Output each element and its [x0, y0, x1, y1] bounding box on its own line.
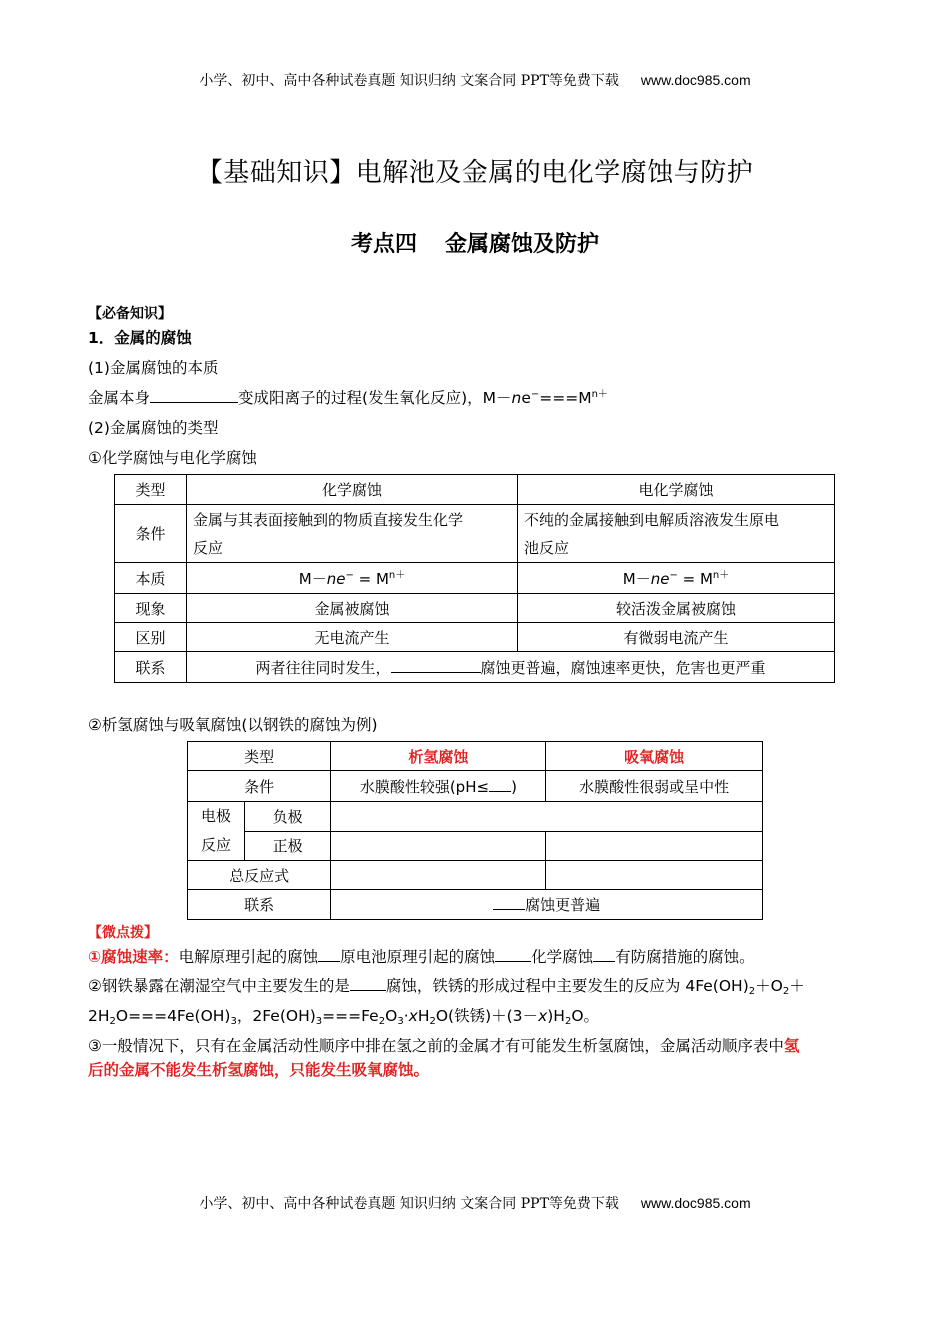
cell-cond-chem	[187, 505, 518, 563]
header-cell: 电化学腐蚀	[518, 475, 835, 505]
cond-h2-suffix: )	[511, 777, 517, 796]
row-label-difference: 区别	[115, 623, 187, 652]
tip3-a: 2H	[88, 1007, 110, 1025]
cell-line: 不纯的金属接触到电解质溶液发生原电	[524, 510, 780, 529]
row-label-condition: 条件	[188, 771, 331, 802]
cell-total-o2[interactable]	[546, 861, 763, 890]
eq-rhs: = M	[677, 569, 713, 588]
tip1-b: 原电池原理引起的腐蚀	[340, 948, 496, 966]
eq-charge: n＋	[712, 569, 730, 581]
cond-h2-prefix: 水膜酸性较强(pH≤	[359, 777, 490, 796]
tip3-h: O(铁锈)＋(3－	[435, 1007, 539, 1025]
cell-cond-o2: 水膜酸性很弱或呈中性	[546, 771, 763, 802]
cell-link	[187, 652, 835, 683]
tip1-label: ①腐蚀速率：	[88, 948, 179, 966]
cell-diff-chem: 无电流产生	[187, 623, 518, 652]
table-chem-vs-elec	[114, 474, 835, 683]
electrode-label-2: 反应	[200, 836, 231, 854]
page-footer	[0, 1193, 950, 1213]
link-blank[interactable]	[391, 658, 481, 673]
tip4-b: 氢	[783, 1037, 800, 1055]
tip2-c: ＋O	[755, 977, 783, 995]
must-know-label: 【必备知识】	[88, 306, 172, 322]
row-label-condition: 条件	[115, 505, 187, 563]
table-row	[115, 505, 835, 563]
page-subtitle	[0, 227, 950, 258]
table-row	[188, 890, 763, 920]
tip1-c: 化学腐蚀	[531, 948, 594, 966]
header-cell: 类型	[115, 475, 187, 505]
sub: 3	[230, 1016, 237, 1027]
tip2-b: 腐蚀，铁锈的形成过程中主要发生的反应为 4Fe(OH)	[385, 977, 749, 995]
table-row	[115, 652, 835, 683]
sub: 3	[315, 1016, 323, 1027]
heading-metal-corrosion: 1．金属的腐蚀	[88, 329, 192, 347]
eq-rhs: = M	[353, 569, 389, 588]
row-label-essence: 本质	[115, 563, 187, 594]
essence-minus: −	[530, 389, 540, 400]
para-h2-vs-o2: ②析氢腐蚀与吸氧腐蚀(以钢铁的腐蚀为例)	[88, 716, 378, 734]
row-label-link: 联系	[115, 652, 187, 683]
link-suffix: 腐蚀更普遍，腐蚀速率更快，危害也更严重	[480, 658, 766, 677]
row-label-phenomenon: 现象	[115, 594, 187, 623]
eq-m: M－	[298, 569, 327, 588]
ph-blank[interactable]	[489, 777, 511, 792]
tip3-x: x	[408, 1007, 418, 1025]
sub: 2	[748, 986, 756, 997]
tips-label: 【微点拨】	[88, 925, 158, 941]
cell-phen-chem: 金属被腐蚀	[187, 594, 518, 623]
link2-suffix: 腐蚀更普遍	[525, 896, 601, 914]
tip1-blank2[interactable]	[495, 947, 531, 962]
para-essence-title: (1)金属腐蚀的本质	[88, 359, 219, 377]
cell-pos-h2[interactable]	[331, 831, 546, 861]
eq-m: M－	[622, 569, 651, 588]
essence-blank[interactable]	[150, 388, 238, 403]
header-h2: 析氢腐蚀	[331, 742, 546, 771]
row-label-negative: 负极	[245, 802, 331, 832]
tip1-blank3[interactable]	[593, 947, 615, 962]
tip3-f: ·	[403, 1007, 409, 1025]
page-title: 【基础知识】电解池及金属的电化学腐蚀与防护	[196, 158, 754, 188]
table-row	[188, 861, 763, 890]
sub: 2	[564, 1016, 572, 1027]
table-row	[188, 742, 763, 771]
link2-blank[interactable]	[493, 895, 525, 910]
eq-n: n	[326, 569, 337, 588]
tip3-i: )H	[547, 1007, 565, 1025]
tip1-blank1[interactable]	[318, 947, 340, 962]
essence-eq: ===M	[539, 389, 592, 407]
sub: 3	[397, 1016, 404, 1027]
tip3-d: ===Fe	[322, 1007, 379, 1025]
tip-3-cont: 后的金属不能发生析氢腐蚀，只能发生吸氧腐蚀。	[88, 1061, 430, 1079]
sub: 2	[109, 1016, 116, 1027]
tip3-x2: x	[538, 1007, 548, 1025]
table-row	[188, 771, 763, 802]
table-row	[188, 802, 763, 832]
cell-essence-chem	[187, 563, 518, 594]
cell-cond-elec	[518, 505, 835, 563]
tip3-c: ，2Fe(OH)	[236, 1007, 316, 1025]
essence-prefix: 金属本身	[88, 389, 151, 407]
cell-line: 池反应	[524, 538, 570, 557]
row-label-total: 总反应式	[188, 861, 331, 890]
tip4-a: ③一般情况下，只有在金属活动性顺序中排在氢之前的金属才有可能发生析氢腐蚀，金属活动顺序表中	[88, 1037, 784, 1055]
tip2-d: ＋	[789, 977, 805, 995]
link-prefix: 两者往往同时发生，	[255, 658, 391, 677]
cell-cond-h2	[331, 771, 546, 802]
subtitle-part2: 金属腐蚀及防护	[445, 232, 600, 257]
cell-neg-answer[interactable]	[331, 802, 763, 832]
table-row	[115, 594, 835, 623]
para-essence	[88, 386, 608, 408]
table-h2-vs-o2	[187, 741, 763, 920]
page-header	[0, 70, 950, 90]
tip2-a: ②钢铁暴露在潮湿空气中主要发生的是	[88, 977, 350, 995]
table-row	[115, 623, 835, 652]
sub: 2	[378, 1016, 386, 1027]
sub: 2	[782, 986, 790, 997]
para-types: (2)金属腐蚀的类型	[88, 419, 219, 437]
header-text: 小学、初中、高中各种试卷真题 知识归纳 文案合同 PPT等免费下载	[199, 73, 619, 89]
header-o2: 吸氧腐蚀	[546, 742, 763, 771]
header-cell: 化学腐蚀	[187, 475, 518, 505]
essence-charge: n＋	[591, 389, 608, 400]
tip1-d: 有防腐措施的腐蚀。	[615, 948, 755, 966]
cell-pos-o2[interactable]	[546, 831, 763, 861]
eq-charge: n＋	[388, 569, 406, 581]
tip-3	[88, 1034, 799, 1056]
row-label-positive: 正极	[245, 831, 331, 861]
essence-suffix: 变成阳离子的过程(发生氧化反应)，M－	[238, 389, 512, 407]
cell-line: 反应	[193, 538, 224, 557]
cell-diff-elec: 有微弱电流产生	[518, 623, 835, 652]
eq-n: n	[650, 569, 661, 588]
row-label-electrode	[188, 802, 245, 861]
table-row	[188, 831, 763, 861]
table-row	[115, 475, 835, 505]
tip1-a: 电解原理引起的腐蚀	[178, 948, 319, 966]
cell-line: 金属与其表面接触到的物质直接发生化学	[193, 510, 464, 529]
eq-e: e	[336, 569, 346, 588]
essence-e: e	[521, 389, 531, 407]
cell-phen-elec: 较活泼金属被腐蚀	[518, 594, 835, 623]
header-cell: 类型	[188, 742, 331, 771]
tip3-e: O	[385, 1007, 398, 1025]
tip3-b: O===4Fe(OH)	[115, 1007, 231, 1025]
footer-text: 小学、初中、高中各种试卷真题 知识归纳 文案合同 PPT等免费下载	[199, 1196, 619, 1212]
cell-link2	[331, 890, 763, 920]
eq-minus: −	[669, 569, 678, 581]
eq-e: e	[660, 569, 670, 588]
tip-2-cont	[88, 1004, 599, 1026]
essence-n: n	[511, 389, 522, 407]
para-chem-vs-elec: ①化学腐蚀与电化学腐蚀	[88, 449, 257, 467]
tip-1	[88, 945, 755, 967]
sub: 2	[429, 1016, 436, 1027]
tip-2	[88, 974, 805, 996]
tip3-j: O。	[571, 1007, 600, 1025]
cell-total-h2[interactable]	[331, 861, 546, 890]
tip2-blank[interactable]	[350, 976, 386, 991]
eq-minus: −	[345, 569, 354, 581]
row-label-link: 联系	[188, 890, 331, 920]
table-row	[115, 563, 835, 594]
tip3-g: H	[417, 1007, 430, 1025]
header-url[interactable]: www.doc985.com	[640, 72, 751, 88]
cell-essence-elec	[518, 563, 835, 594]
subtitle-part1: 考点四	[350, 232, 417, 257]
electrode-label-1: 电极	[200, 807, 231, 825]
footer-url[interactable]: www.doc985.com	[640, 1195, 751, 1211]
